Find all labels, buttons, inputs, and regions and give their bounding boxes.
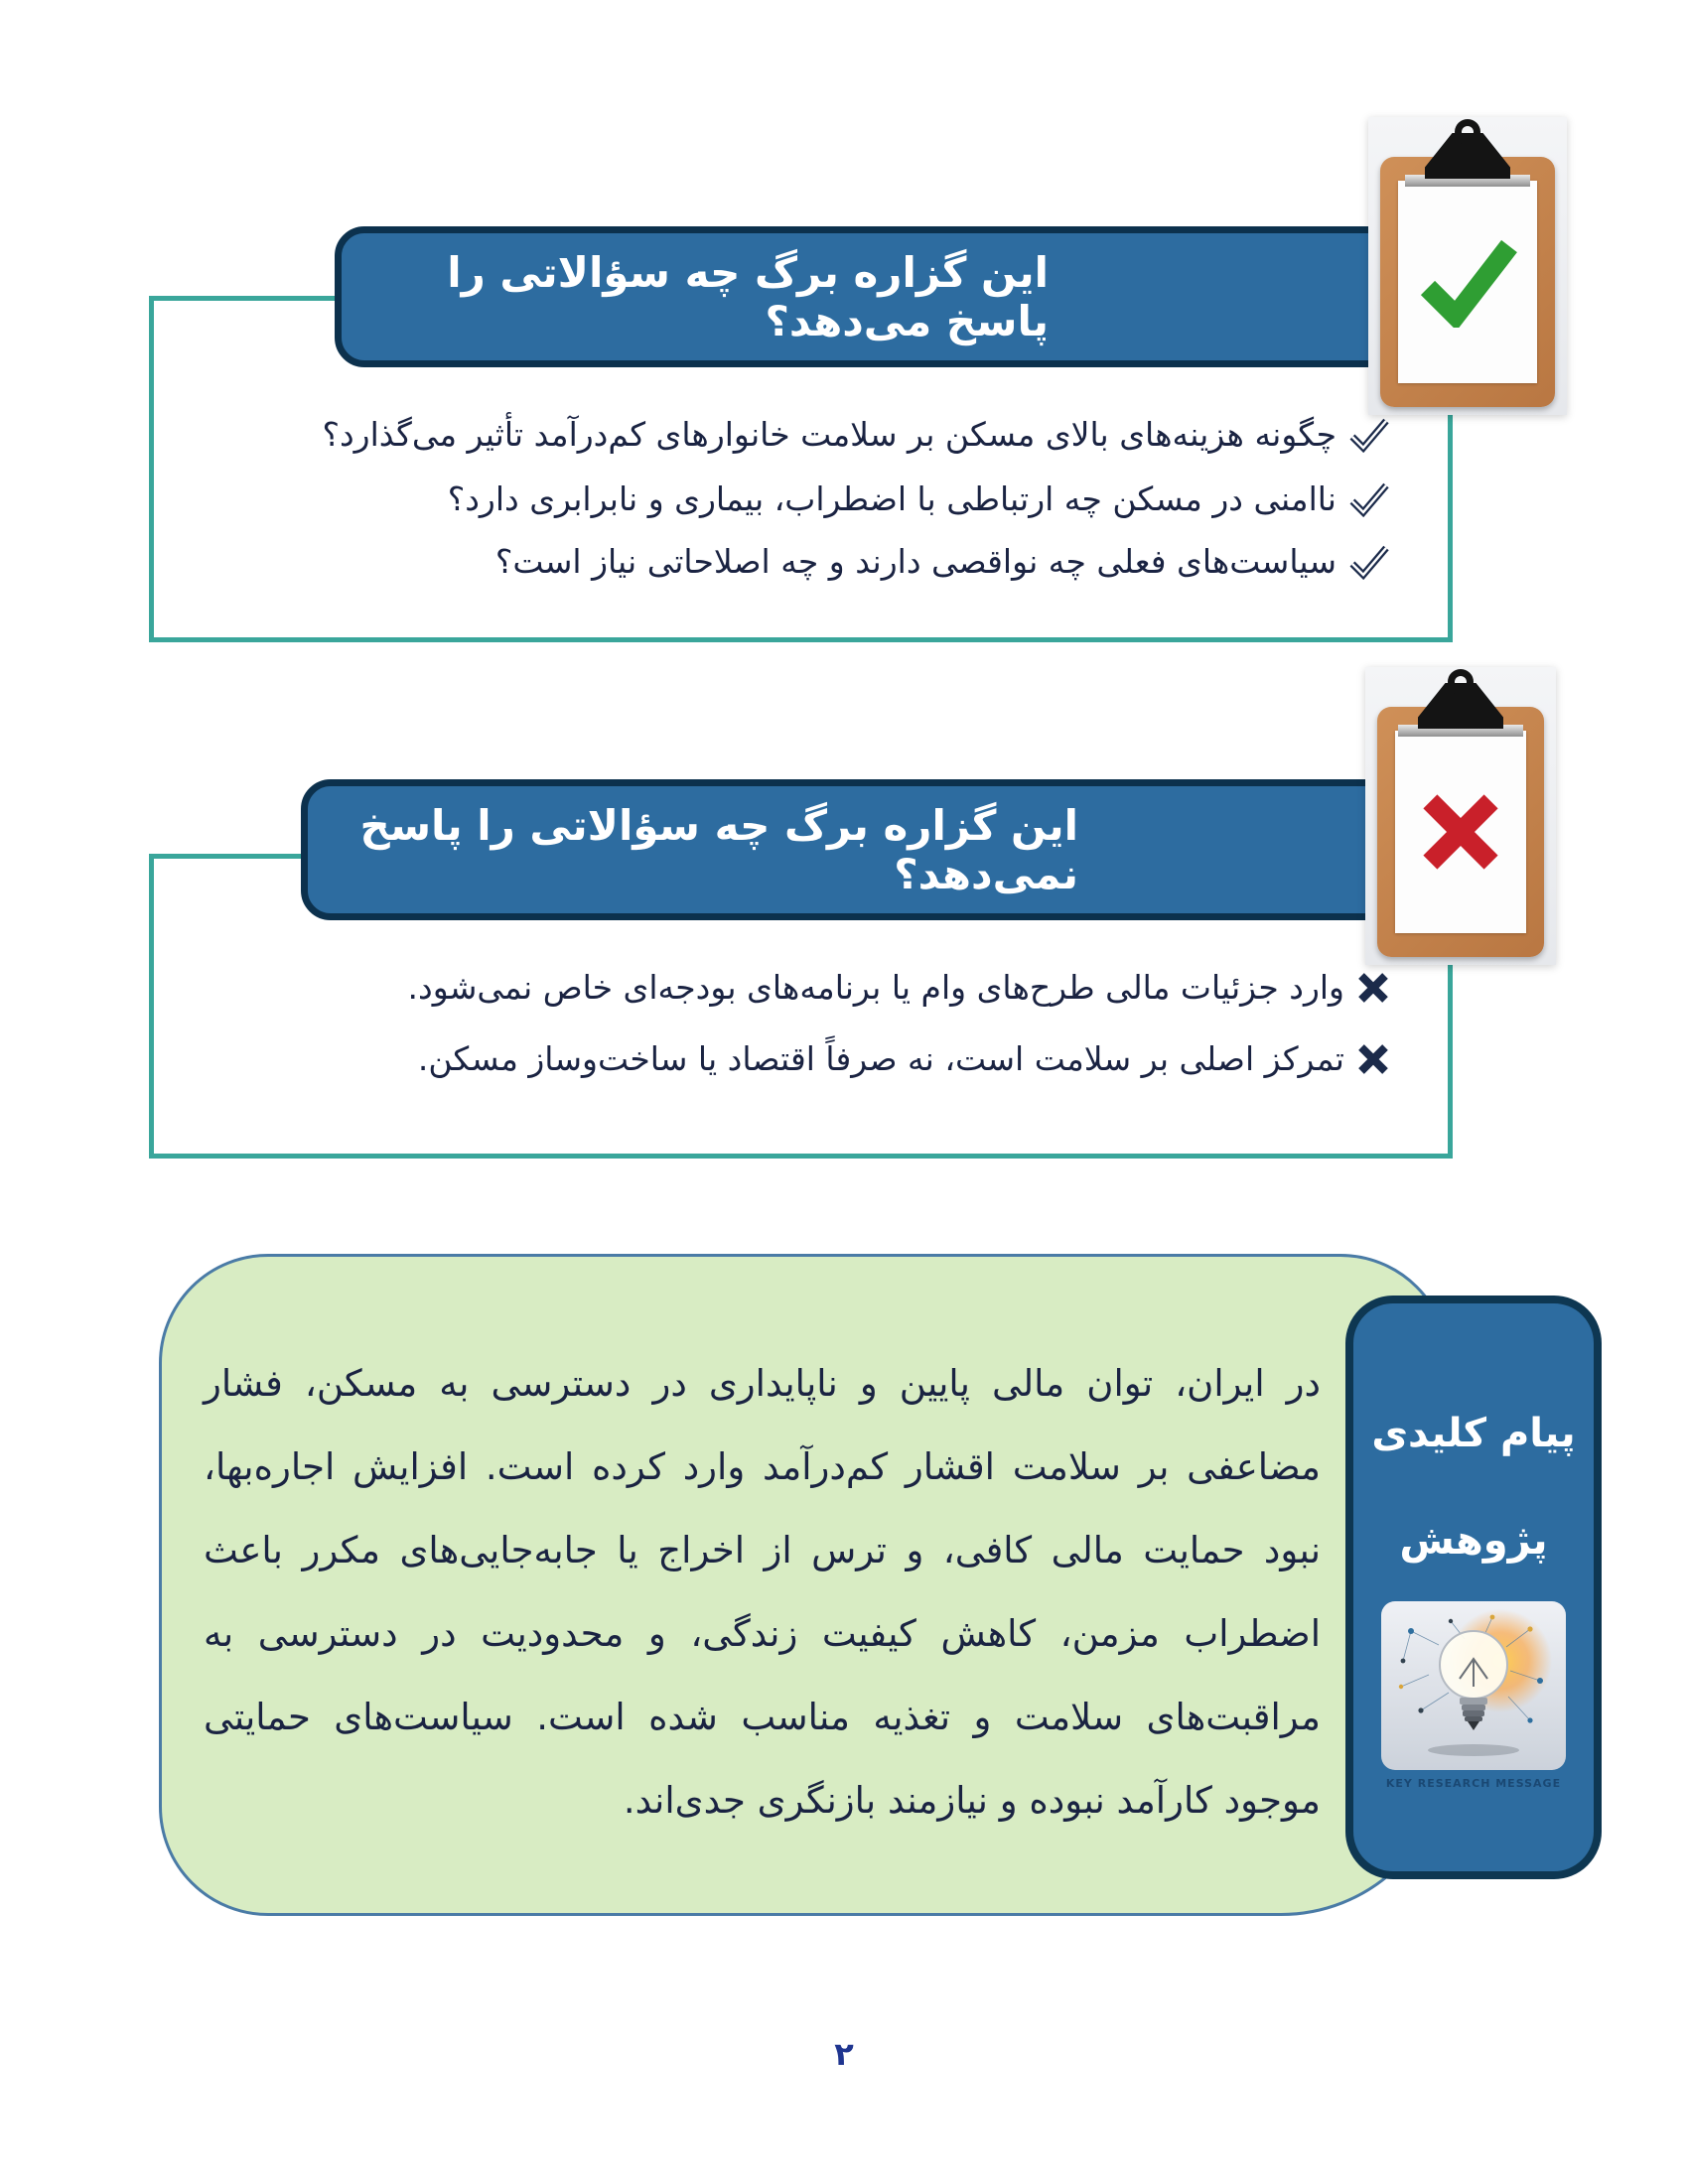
answers-item-3: [495, 538, 1390, 586]
answers-title-bar: [335, 226, 1413, 367]
x-mark-icon: [1356, 1042, 1390, 1076]
check-outline-icon: [1348, 481, 1390, 517]
lightbulb-caption: KEY RESEARCH MESSAGE: [1385, 1777, 1562, 1790]
green-checkmark-icon: [1416, 236, 1519, 328]
answers-title: این گزاره برگ چه سؤالاتی را پاسخ می‌دهد؟: [447, 248, 1049, 345]
clipboard-paper: [1398, 181, 1537, 383]
clipboard-paper: [1395, 731, 1526, 933]
check-outline-icon: [1348, 417, 1390, 453]
red-x-icon: [1416, 787, 1505, 877]
key-message-panel: [1345, 1296, 1602, 1879]
key-message-paragraph: در ایران، توان مالی پایین و ناپایداری در دسترسی به مسکن، فشار مضاعفی بر سلامت اقشار کم‌درآمد وارد کرده است. افزایش اجاره‌بها، نبود حمایت مالی کافی، و ترس از اخراج یا جابه‌جایی‌های مکرر باعث اضطراب مزمن، کاهش کیفیت زندگی، و محدودیت در دسترسی به مراقبت‌های سلامت و تغذیه مناسب شده است. سیاست‌های حمایتی موجود کارآمد نبوده و نیازمند بازنگری جدی‌اند.: [204, 1362, 1321, 1822]
not-answers-title: این گزاره برگ چه سؤالاتی را پاسخ نمی‌دهد؟: [359, 801, 1078, 898]
answers-item-2: [448, 476, 1390, 523]
clipboard-x-image: [1365, 667, 1556, 965]
not-answers-item-text: تمرکز اصلی بر سلامت است، نه صرفاً اقتصاد یا ساخت‌وساز مسکن.: [417, 1039, 1344, 1078]
key-message-label-line1: پیام کلیدی: [1371, 1411, 1576, 1456]
answers-item-text: ناامنی در مسکن چه ارتباطی با اضطراب، بیماری و نابرابری دارد؟: [447, 479, 1336, 518]
clipboard-check-image: [1368, 117, 1567, 415]
check-outline-icon: [1348, 544, 1390, 580]
not-answers-item-1: [408, 964, 1390, 1012]
answers-item-1: [322, 411, 1390, 459]
answers-item-text: سیاست‌های فعلی چه نواقصی دارند و چه اصلاحاتی نیاز است؟: [494, 542, 1336, 581]
key-message-label-line2: پژوهش: [1399, 1518, 1548, 1564]
not-answers-item-text: وارد جزئیات مالی طرح‌های وام یا برنامه‌های بودجه‌ای خاص نمی‌شود.: [407, 968, 1344, 1007]
page-number: ۲: [834, 2035, 854, 2073]
lightbulb-image: [1381, 1601, 1566, 1770]
not-answers-title-bar: [301, 779, 1413, 920]
answers-item-text: چگونه هزینه‌های بالای مسکن بر سلامت خانوارهای کم‌درآمد تأثیر می‌گذارد؟: [322, 415, 1336, 454]
clipboard-ring-icon: [1455, 119, 1480, 145]
clipboard-ring-icon: [1448, 669, 1474, 695]
not-answers-item-2: [418, 1035, 1390, 1083]
x-mark-icon: [1356, 971, 1390, 1005]
